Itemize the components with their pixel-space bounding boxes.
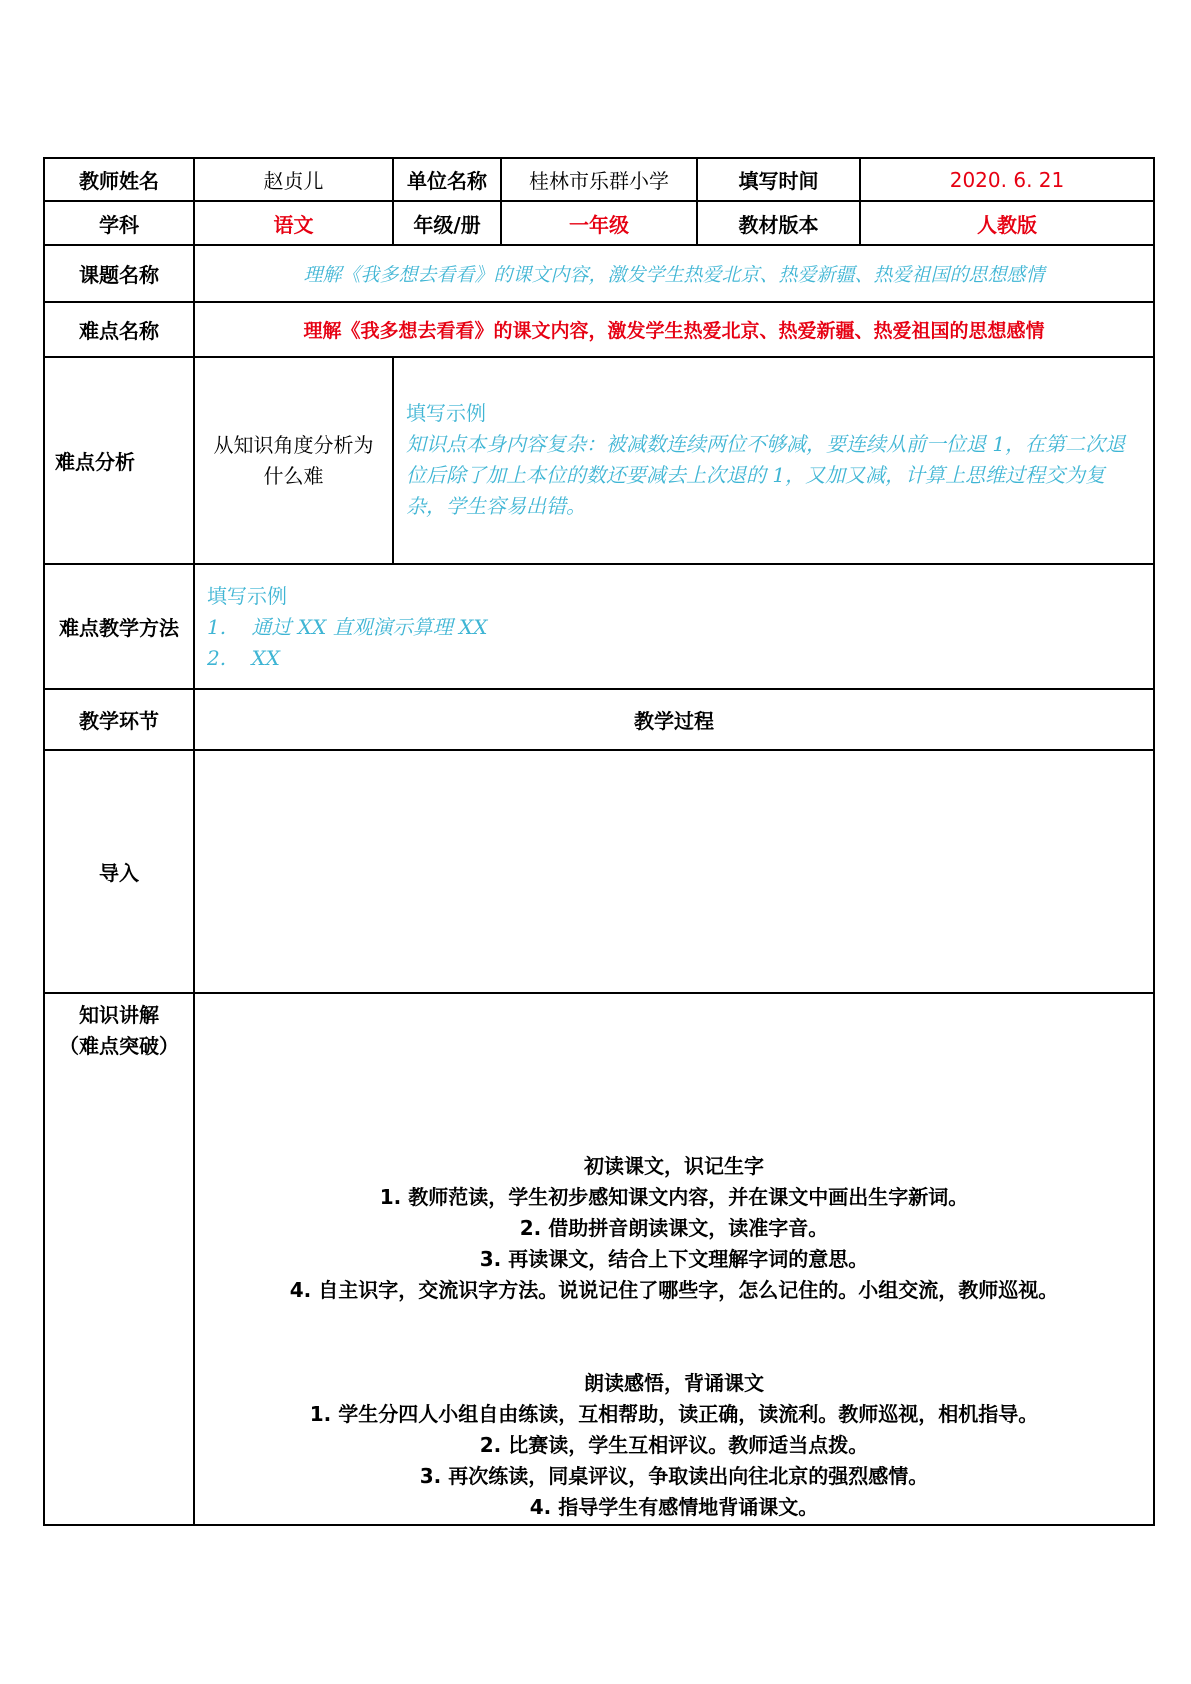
section1-item-3: 3. 再读课文，结合上下文理解字词的意思。 (479, 1247, 869, 1271)
topic-label: 课题名称 (44, 245, 194, 302)
knowledge-label (44, 993, 194, 1525)
difficulty-row (44, 302, 1154, 357)
analysis-label: 难点分析 (44, 357, 194, 564)
teacher-name-value: 赵贞儿 (194, 158, 393, 201)
analysis-example-title: 填写示例 (406, 401, 486, 425)
section2-item-3: 3. 再次练读，同桌评议，争取读出向往北京的强烈感情。 (419, 1464, 929, 1488)
method-item-1: 1. 通过 XX 直观演示算理 XX (207, 615, 488, 639)
method-item-2: 2. XX (207, 646, 280, 670)
process-header-row (44, 689, 1154, 750)
analysis-example-text: 知识点本身内容复杂：被减数连续两位不够减，要连续从前一位退 1，在第二次退位后除了加上本位的数还要减去上次退的 1，又加又减，计算上思维过程交为复杂，学生容易出错。 (406, 432, 1126, 518)
unit-name-value: 桂林市乐群小学 (501, 158, 697, 201)
lesson-plan-form (43, 157, 1153, 1526)
analysis-example-cell (393, 357, 1154, 564)
intro-label: 导入 (44, 750, 194, 993)
knowledge-content (194, 993, 1154, 1525)
subject-value: 语文 (194, 201, 393, 245)
topic-value: 理解《我多想去看看》的课文内容，激发学生热爱北京、热爱新疆、热爱祖国的思想感情 (194, 245, 1154, 302)
grade-label: 年级/册 (393, 201, 501, 245)
method-cell (194, 564, 1154, 689)
difficulty-label: 难点名称 (44, 302, 194, 357)
intro-row (44, 750, 1154, 993)
section1-title: 初读课文，识记生字 (584, 1154, 764, 1178)
knowledge-label-line1: 知识讲解 (79, 1003, 159, 1027)
header-row-1 (44, 158, 1154, 201)
section2-title: 朗读感悟，背诵课文 (584, 1371, 764, 1395)
knowledge-label-line2: （难点突破） (59, 1034, 179, 1058)
teacher-name-label: 教师姓名 (44, 158, 194, 201)
lesson-plan-table (43, 157, 1155, 1526)
intro-content (194, 750, 1154, 993)
knowledge-row (44, 993, 1154, 1525)
subject-label: 学科 (44, 201, 194, 245)
stage-label: 教学环节 (44, 689, 194, 750)
process-label: 教学过程 (194, 689, 1154, 750)
difficulty-value: 理解《我多想去看看》的课文内容，激发学生热爱北京、热爱新疆、热爱祖国的思想感情 (194, 302, 1154, 357)
edition-label: 教材版本 (697, 201, 860, 245)
fill-date-value: 2020. 6. 21 (860, 158, 1154, 201)
section1-item-1: 1. 教师范读，学生初步感知课文内容，并在课文中画出生字新词。 (379, 1185, 969, 1209)
section1-item-4: 4. 自主识字，交流识字方法。说说记住了哪些字，怎么记住的。小组交流，教师巡视。 (289, 1278, 1059, 1302)
section2-item-4: 4. 指导学生有感情地背诵课文。 (529, 1495, 819, 1519)
fill-date-label: 填写时间 (697, 158, 860, 201)
method-example-title: 填写示例 (207, 584, 287, 608)
grade-value: 一年级 (501, 201, 697, 245)
topic-row (44, 245, 1154, 302)
section2-item-1: 1. 学生分四人小组自由练读，互相帮助，读正确，读流利。教师巡视，相机指导。 (309, 1402, 1039, 1426)
section2-item-2: 2. 比赛读，学生互相评议。教师适当点拨。 (479, 1433, 869, 1457)
analysis-sub-label: 从知识角度分析为什么难 (194, 357, 393, 564)
method-label: 难点教学方法 (44, 564, 194, 689)
method-row (44, 564, 1154, 689)
analysis-row (44, 357, 1154, 564)
header-row-2 (44, 201, 1154, 245)
unit-name-label: 单位名称 (393, 158, 501, 201)
edition-value: 人教版 (860, 201, 1154, 245)
section1-item-2: 2. 借助拼音朗读课文，读准字音。 (519, 1216, 829, 1240)
